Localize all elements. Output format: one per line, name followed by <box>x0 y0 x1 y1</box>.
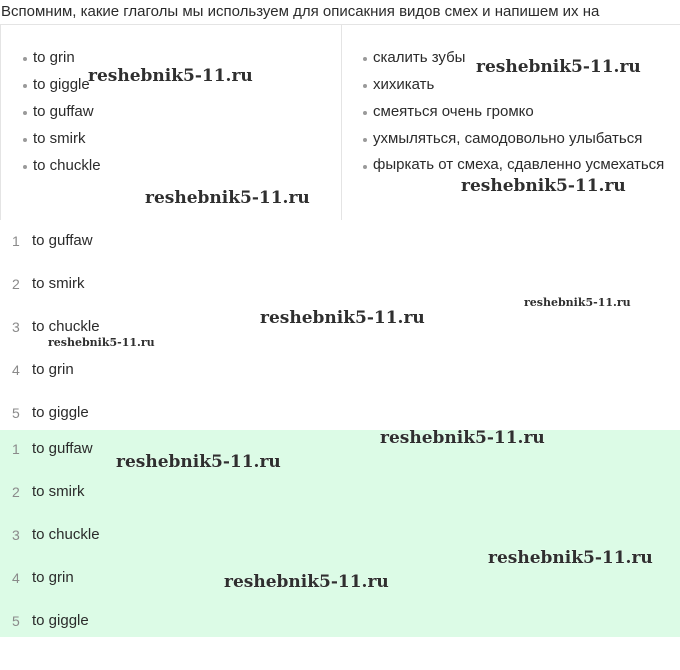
row-number: 1 <box>12 233 20 249</box>
row-number: 4 <box>12 570 20 586</box>
bullet-icon <box>23 111 27 115</box>
watermark: reshebnik5-11.ru <box>380 428 545 448</box>
item-text: хихикать <box>373 76 435 93</box>
watermark: reshebnik5-11.ru <box>488 548 653 568</box>
row-text: to giggle <box>32 404 89 421</box>
row-text: to chuckle <box>32 318 100 335</box>
watermark: reshebnik5-11.ru <box>524 296 631 309</box>
row-text: to guffaw <box>32 440 93 457</box>
list-item <box>23 47 101 74</box>
item-text: скалить зубы <box>373 49 466 66</box>
row-text: to smirk <box>32 483 85 500</box>
item-text: смеяться очень громко <box>373 103 534 120</box>
vocabulary-table <box>0 24 680 222</box>
row-number: 3 <box>12 319 20 335</box>
row-number: 4 <box>12 362 20 378</box>
list-item <box>23 128 101 155</box>
bullet-icon <box>363 84 367 88</box>
row-text: to giggle <box>32 612 89 629</box>
row-number: 2 <box>12 276 20 292</box>
bullet-icon <box>23 165 27 169</box>
task-heading: Вспомним, какие глаголы мы используем для описакния видов смех и напишем их на <box>1 3 600 20</box>
watermark: reshebnik5-11.ru <box>224 572 389 592</box>
item-text: to grin <box>33 49 75 66</box>
row-number: 3 <box>12 527 20 543</box>
bullet-icon <box>23 138 27 142</box>
watermark: reshebnik5-11.ru <box>48 336 155 349</box>
bullet-icon <box>363 165 367 169</box>
ordered-list-answer <box>0 430 680 637</box>
list-item <box>23 155 101 182</box>
row-text: to grin <box>32 569 74 586</box>
russian-meanings-column <box>363 47 673 175</box>
bullet-icon <box>363 57 367 61</box>
row-number: 1 <box>12 441 20 457</box>
bullet-icon <box>363 111 367 115</box>
watermark: reshebnik5-11.ru <box>461 176 626 196</box>
row-text: to chuckle <box>32 526 100 543</box>
list-item <box>363 128 673 155</box>
row-text: to grin <box>32 361 74 378</box>
bullet-icon <box>363 138 367 142</box>
list-item <box>363 47 673 74</box>
watermark: reshebnik5-11.ru <box>476 57 641 77</box>
ordered-list-question <box>0 220 680 430</box>
row-text: to smirk <box>32 275 85 292</box>
item-text: ухмыляться, самодовольно улыбаться <box>373 130 643 147</box>
list-item <box>23 74 101 101</box>
list-item <box>363 155 673 175</box>
item-text: to smirk <box>33 130 86 147</box>
row-text: to guffaw <box>32 232 93 249</box>
list-item <box>363 74 673 101</box>
row-number: 2 <box>12 484 20 500</box>
list-item <box>363 101 673 128</box>
watermark: reshebnik5-11.ru <box>260 308 425 328</box>
column-divider <box>341 25 342 223</box>
item-text: to giggle <box>33 76 90 93</box>
bullet-icon <box>23 84 27 88</box>
watermark: reshebnik5-11.ru <box>88 66 253 86</box>
watermark: reshebnik5-11.ru <box>145 188 310 208</box>
bullet-icon <box>23 57 27 61</box>
list-item <box>23 101 101 128</box>
english-verbs-column <box>23 47 101 182</box>
item-text: to guffaw <box>33 103 94 120</box>
item-text: to chuckle <box>33 157 101 174</box>
watermark: reshebnik5-11.ru <box>116 452 281 472</box>
row-number: 5 <box>12 613 20 629</box>
row-number: 5 <box>12 405 20 421</box>
item-text: фыркать от смеха, сдавленно усмехаться <box>373 156 665 173</box>
